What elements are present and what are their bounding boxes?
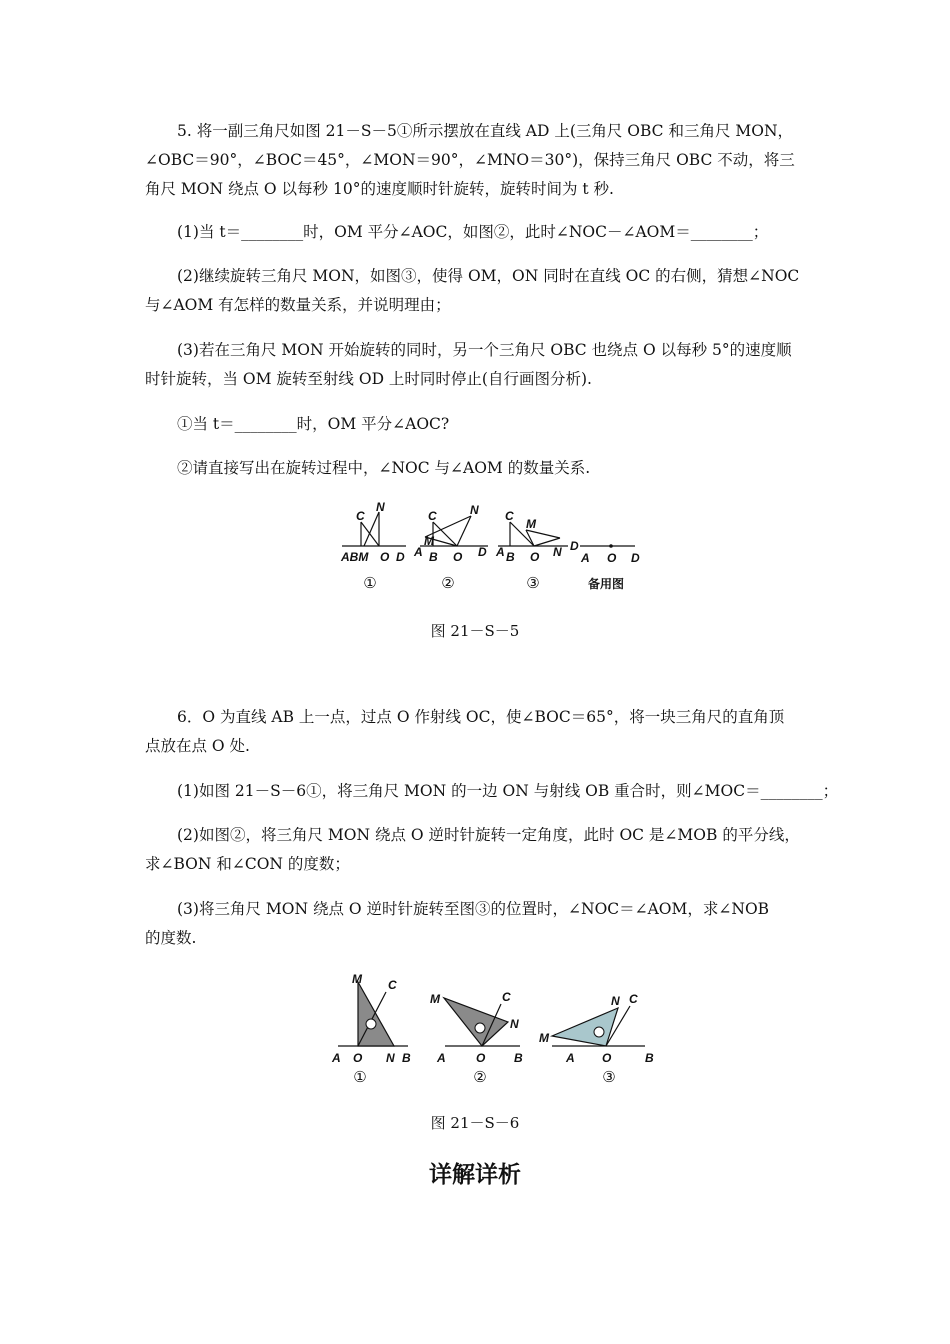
p5-intro-line-1: 5. 将一副三角尺如图 21－S－5①所示摆放在直线 AD 上(三角尺 OBC 和三角尺 MON，: [177, 122, 794, 140]
p5-fig2-label-n: N: [470, 503, 479, 517]
p6-fig2-label-a: A: [437, 1051, 446, 1065]
p5-panel-label-spare: 备用图: [587, 577, 625, 591]
p6-fig1-label-b: B: [402, 1051, 411, 1065]
p6-fig2-label-c: C: [502, 990, 511, 1004]
p5-fig3-label-o: O: [530, 550, 540, 564]
p6-question-2-line-1: (2)如图②，将三角尺 MON 绕点 O 逆时针旋转一定角度，此时 OC 是∠MOB 的平分线，: [177, 826, 800, 844]
p5-fig2-label-a: A: [414, 545, 423, 559]
p6-fig2-label-b: B: [514, 1051, 523, 1065]
p5-fig2-label-o: O: [453, 550, 463, 564]
p5-question-3b: ②请直接写出在旋转过程中，∠NOC 与∠AOM 的数量关系.: [177, 459, 591, 477]
p6-question-2-line-2: 求∠BON 和∠CON 的度数；: [145, 855, 350, 873]
p5-fig4-label-d: D: [631, 551, 640, 565]
p6-fig3-label-b: B: [645, 1051, 654, 1065]
p5-fig2-label-d: D: [478, 545, 487, 559]
p5-fig3-label-c: C: [505, 509, 514, 523]
p6-fig3-label-o: O: [602, 1051, 612, 1065]
p5-fig3-label-n: N: [553, 545, 562, 559]
p5-fig3-label-m: M: [526, 517, 536, 531]
p6-question-3-line-2: 的度数.: [145, 929, 197, 947]
p5-panel-label-3: ③: [526, 575, 540, 592]
p5-fig2-label-m: M: [424, 534, 434, 548]
p5-intro-line-2: ∠OBC＝90°，∠BOC＝45°，∠MON＝90°，∠MNO＝30°)，保持三角尺 OBC 不动，将三: [145, 151, 795, 169]
p5-fig3-label-a: A: [496, 545, 505, 559]
p6-intro-line-1: 6．O 为直线 AB 上一点，过点 O 作射线 OC，使∠BOC＝65°，将一块三角尺的直角顶: [177, 708, 785, 726]
solutions-heading: 详解详析: [429, 1162, 521, 1188]
p5-panel-label-1: ①: [363, 575, 377, 592]
p5-fig3-label-d: D: [570, 539, 579, 553]
figure-21-s-5: [330, 500, 650, 596]
p5-fig4-label-o: O: [607, 551, 617, 565]
p5-question-3a: ①当 t＝________时，OM 平分∠AOC?: [177, 415, 450, 433]
p5-fig2-label-b: B: [429, 550, 438, 564]
p5-fig1-label-d: D: [396, 550, 405, 564]
p6-intro-line-2: 点放在点 O 处.: [145, 737, 250, 755]
p6-fig1-label-m: M: [352, 972, 362, 986]
p5-question-1: (1)当 t＝________时，OM 平分∠AOC，如图②，此时∠NOC－∠AOM＝________；: [177, 223, 769, 241]
p5-fig3-label-b: B: [506, 550, 515, 564]
p6-question-3-line-1: (3)将三角尺 MON 绕点 O 逆时针旋转至图③的位置时，∠NOC＝∠AOM，求∠NOB: [177, 900, 770, 918]
p5-question-3-line-1: (3)若在三角尺 MON 开始旋转的同时，另一个三角尺 OBC 也绕点 O 以每秒 5°的速度顺: [177, 341, 792, 359]
p5-question-3-line-2: 时针旋转，当 OM 旋转至射线 OD 上时同时停止(自行画图分析).: [145, 370, 592, 388]
p6-panel-label-3: ③: [602, 1069, 616, 1086]
p5-panel-label-2: ②: [441, 575, 455, 592]
p5-fig1-label-abm: ABM: [341, 550, 369, 564]
p5-question-2-line-1: (2)继续旋转三角尺 MON，如图③，使得 OM，ON 同时在直线 OC 的右侧，猜想∠NOC: [177, 267, 800, 285]
p6-fig1-label-n: N: [386, 1051, 395, 1065]
p6-fig1-label-c: C: [388, 978, 397, 992]
p6-figure-caption: 图 21－S－6: [430, 1114, 520, 1132]
p5-fig1-label-c: C: [356, 509, 365, 523]
p5-fig1-label-o: O: [380, 550, 390, 564]
p6-fig2-label-o: O: [476, 1051, 486, 1065]
p6-panel-label-1: ①: [353, 1069, 367, 1086]
p6-panel-label-2: ②: [473, 1069, 487, 1086]
p6-fig1-label-o: O: [353, 1051, 363, 1065]
p6-fig3-label-c: C: [629, 992, 638, 1006]
p5-fig1-label-n: N: [376, 500, 385, 514]
p5-figure-caption: 图 21－S－5: [430, 622, 520, 640]
p6-question-1: (1)如图 21－S－6①，将三角尺 MON 的一边 ON 与射线 OB 重合时，则∠MOC＝________；: [177, 782, 839, 800]
p6-fig3-label-a: A: [566, 1051, 575, 1065]
p6-fig2-label-n: N: [510, 1017, 519, 1031]
p5-intro-line-3: 角尺 MON 绕点 O 以每秒 10°的速度顺时针旋转，旋转时间为 t 秒.: [145, 180, 614, 198]
p6-fig2-label-m: M: [430, 992, 440, 1006]
p5-question-2-line-2: 与∠AOM 有怎样的数量关系，并说明理由；: [145, 296, 451, 314]
p5-fig4-label-a: A: [581, 551, 590, 565]
p6-fig3-label-n: N: [611, 994, 620, 1008]
p6-fig1-label-a: A: [332, 1051, 341, 1065]
figure-21-s-6: [320, 970, 665, 1088]
p5-fig2-label-c: C: [428, 509, 437, 523]
p6-fig3-label-m: M: [539, 1031, 549, 1045]
